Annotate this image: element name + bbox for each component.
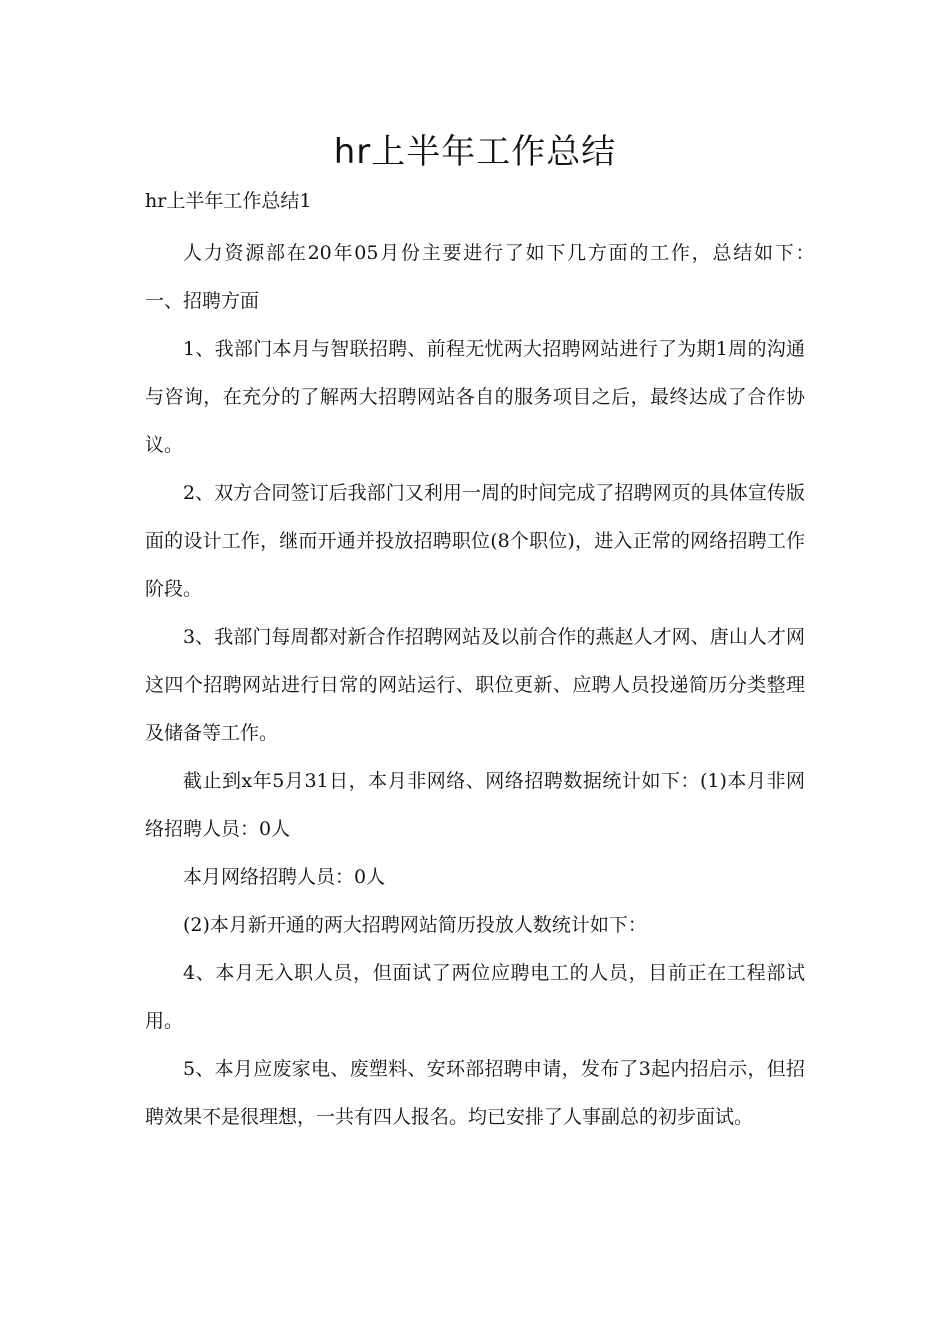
paragraph-statistics: 截止到x年5月31日，本月非网络、网络招聘数据统计如下：(1)本月非网络招聘人员：0人 (145, 770, 805, 840)
paragraph-item-3: 3、我部门每周都对新合作招聘网站及以前合作的燕赵人才网、唐山人才网这四个招聘网站进行日常的网站运行、职位更新、应聘人员投递简历分类整理及储备等工作。 (145, 626, 805, 744)
paragraph-item-4: 4、本月无入职人员，但面试了两位应聘电工的人员，目前正在工程部试用。 (145, 962, 805, 1032)
paragraph-network-recruits: 本月网络招聘人员：0人 (183, 866, 386, 888)
document-subtitle: hr上半年工作总结1 (145, 190, 312, 212)
paragraph-item-5: 5、本月应废家电、废塑料、安环部招聘申请，发布了3起内招启示，但招聘效果不是很理想，一共有四人报名。均已安排了人事副总的初步面试。 (145, 1058, 805, 1128)
paragraph-intro: 人力资源部在20年05月份主要进行了如下几方面的工作，总结如下： 一、招聘方面 (145, 242, 825, 312)
document-title: hr上半年工作总结 (333, 132, 617, 172)
paragraph-resume-stats: (2)本月新开通的两大招聘网站简历投放人数统计如下： (183, 914, 647, 936)
paragraph-item-2: 2、双方合同签订后我部门又利用一周的时间完成了招聘网页的具体宣传版面的设计工作，继而开通并投放招聘职位(8个职位)，进入正常的网络招聘工作阶段。 (145, 482, 805, 600)
paragraph-item-1: 1、我部门本月与智联招聘、前程无忧两大招聘网站进行了为期1周的沟通与咨询，在充分的了解两大招聘网站各自的服务项目之后，最终达成了合作协议。 (145, 338, 805, 456)
document-body (145, 229, 825, 1141)
